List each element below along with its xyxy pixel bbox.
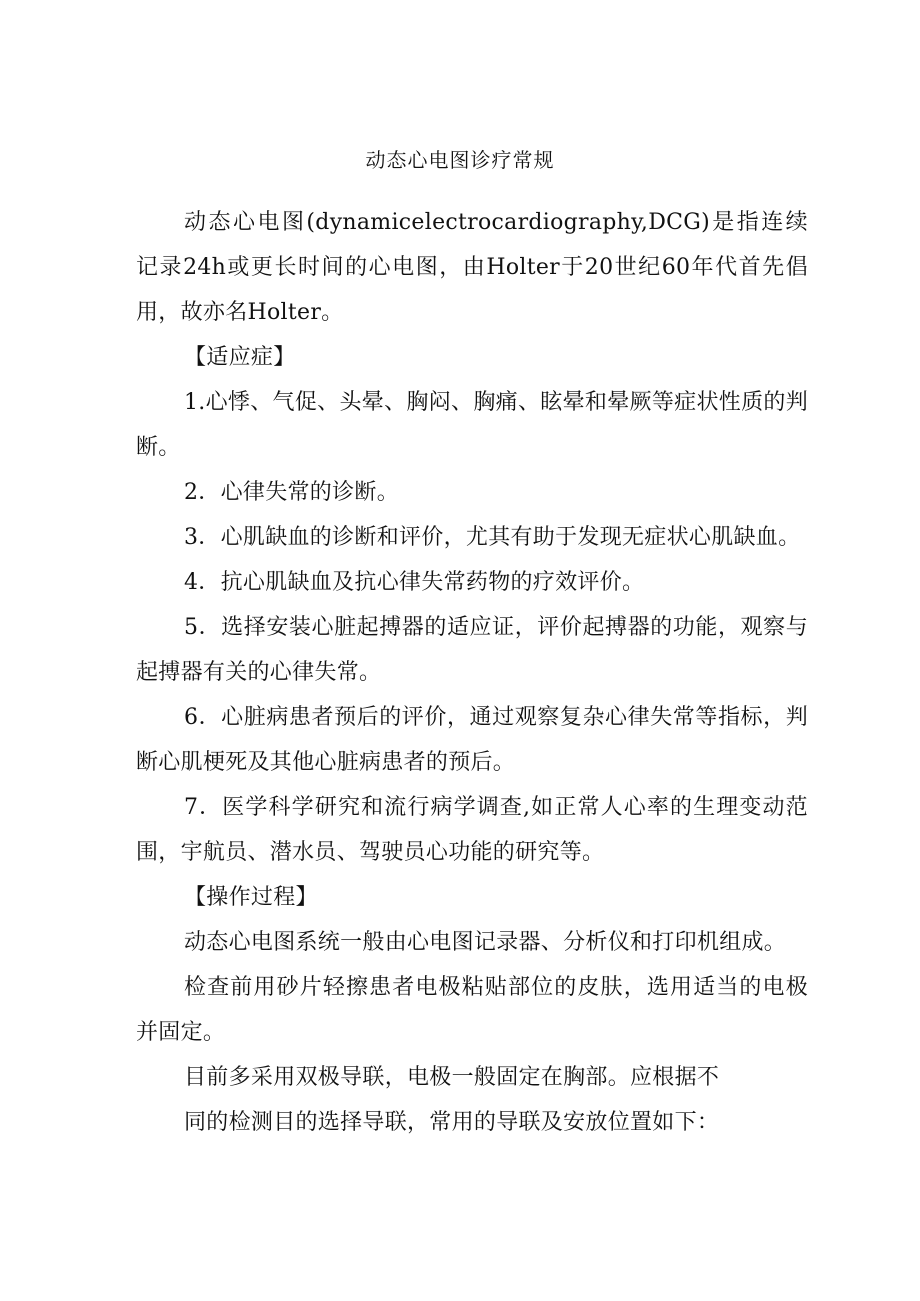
indication-item-6: 6．心脏病患者预后的评价，通过观察复杂心律失常等指标，判断心肌梗死及其他心脏病患者的预后。: [136, 705, 808, 775]
procedure-paragraph-1: 动态心电图系统一般由心电图记录器、分析仪和打印机组成。: [184, 930, 787, 955]
intro-paragraph: 动态心电图(dynamicelectrocardiography,DCG)是指连续记录24h或更长时间的心电图，由Holter于20世纪60年代首先倡用，故亦名Holter。: [136, 210, 808, 325]
indication-item-2: 2．心律失常的诊断。: [184, 480, 399, 505]
procedure-paragraph-2: 检查前用砂片轻擦患者电极粘贴部位的皮肤，选用适当的电极并固定。: [136, 975, 808, 1045]
document-body: [136, 200, 808, 1145]
procedure-heading: 【操作过程】: [184, 885, 318, 910]
procedure-paragraph-4: 同的检测目的选择导联，常用的导联及安放位置如下：: [184, 1110, 720, 1135]
indication-item-4: 4．抗心肌缺血及抗心律失常药物的疗效评价。: [184, 570, 645, 595]
indication-item-3: 3．心肌缺血的诊断和评价，尤其有助于发现无症状心肌缺血。: [184, 525, 801, 550]
indication-item-5: 5．选择安装心脏起搏器的适应证，评价起搏器的功能，观察与起搏器有关的心律失常。: [136, 615, 808, 685]
indication-item-7: 7．医学科学研究和流行病学调查,如正常人心率的生理变动范围，宇航员、潜水员、驾驶员心功能的研究等。: [136, 795, 808, 865]
procedure-paragraph-3: 目前多采用双极导联，电极一般固定在胸部。应根据不: [184, 1065, 720, 1090]
indications-heading: 【适应症】: [184, 345, 296, 370]
page-title: 动态心电图诊疗常规: [365, 148, 555, 172]
indication-item-1: 1.心悸、气促、头晕、胸闷、胸痛、眩晕和晕厥等症状性质的判断。: [136, 390, 808, 460]
